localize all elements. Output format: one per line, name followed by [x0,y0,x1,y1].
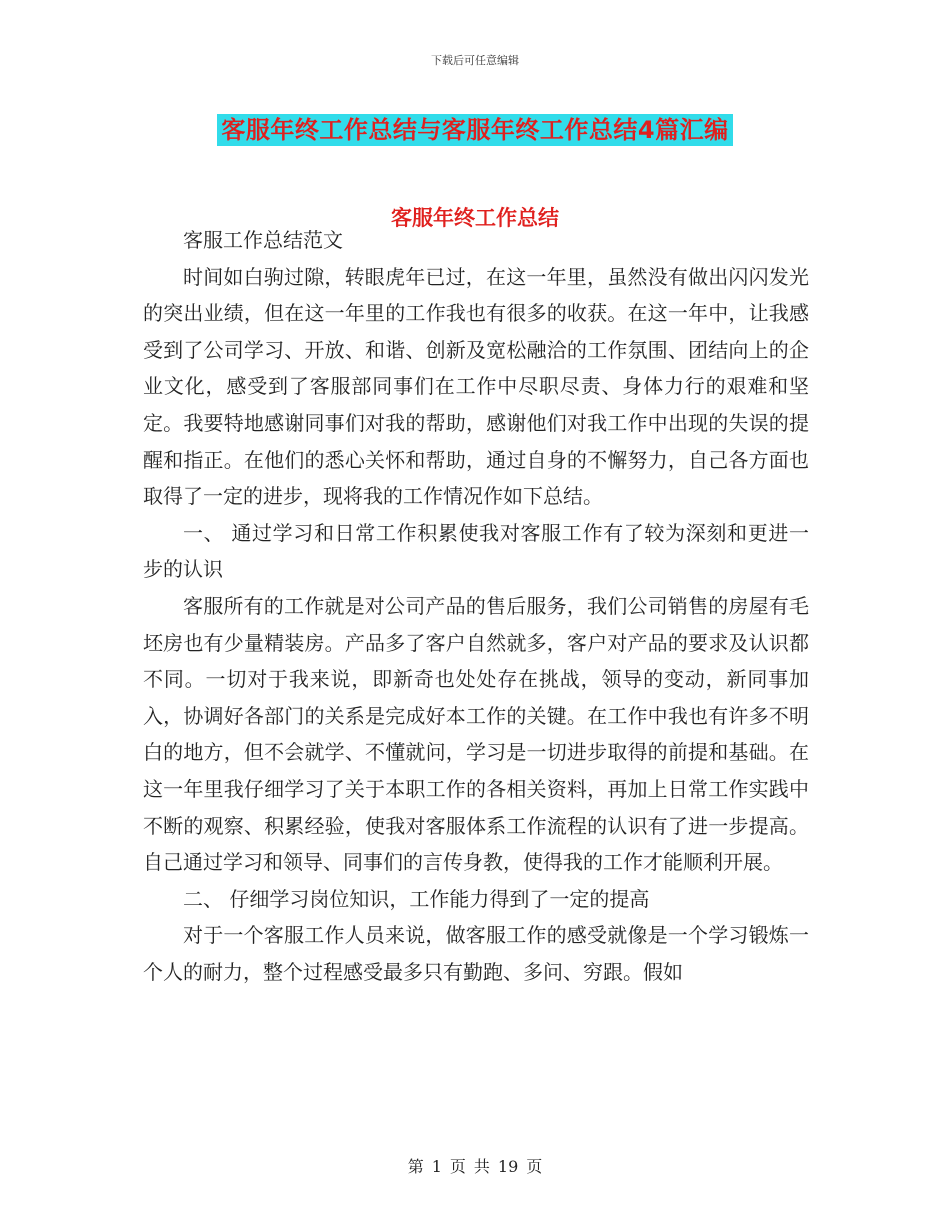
section-title: 客服年终工作总结 [391,206,559,230]
page-footer [0,1154,950,1177]
paragraph-heading-one: 一、 通过学习和日常工作积累使我对客服工作有了较为深刻和更进一步的认识 [143,520,809,582]
total-label: 共 [473,1157,490,1176]
paragraph-intro: 时间如白驹过隙，转眼虎年已过，在这一年里，虽然没有做出闪闪发光的突出业绩，但在这一年里的工作我也有很多的收获。在这一年中，让我感受到了公司学习、开放、和谐、创新及宽松融洽的工作氛围、团结向上的企业文化，感受到了客服部同事们在工作中尽职尽责、身体力行的艰难和坚定。我要特地感谢同事们对我的帮助，感谢他们对我工作中出现的失误的提醒和指正。在他们的悉心关怀和帮助，通过自身的不懈努力，自己各方面也取得了一定的进步，现将我的工作情况作如下总结。 [143,264,809,509]
page-label: 第 [407,1157,424,1176]
main-title-container [0,114,950,146]
paragraph-body-two: 对于一个客服工作人员来说，做客服工作的感受就像是一个学习锻炼一个人的耐力，整个过程感受最多只有勤跑、多问、穷跟。假如 [143,923,809,984]
document-body [143,222,809,990]
header-note: 下载后可任意编辑 [431,54,519,67]
paragraph-subtitle: 客服工作总结范文 [183,228,343,252]
main-title: 客服年终工作总结与客服年终工作总结4篇汇编 [217,114,732,146]
total-pages: 19 [497,1157,519,1176]
total-unit: 页 [526,1157,543,1176]
paragraph-heading-two: 二、 仔细学习岗位知识，工作能力得到了一定的提高 [183,886,650,911]
paragraph-body-one: 客服所有的工作就是对公司产品的售后服务，我们公司销售的房屋有毛坯房也有少量精装房。产品多了客户自然就多，客户对产品的要求及认识都不同。一切对于我来说，即新奇也处处存在挑战，领导的变动，新同事加入，协调好各部门的关系是完成好本工作的关键。在工作中我也有许多不明白的地方，但不会就学、不懂就问，学习是一切进步取得的前提和基础。在这一年里我仔细学习了关于本职工作的各相关资料，再加上日常工作实践中不断的观察、积累经验，使我对客服体系工作流程的认识有了进一步提高。自己通过学习和领导、同事们的言传身教，使得我的工作才能顺利开展。 [143,593,809,875]
page-number: 1 [431,1157,442,1176]
page-unit: 页 [449,1157,466,1176]
